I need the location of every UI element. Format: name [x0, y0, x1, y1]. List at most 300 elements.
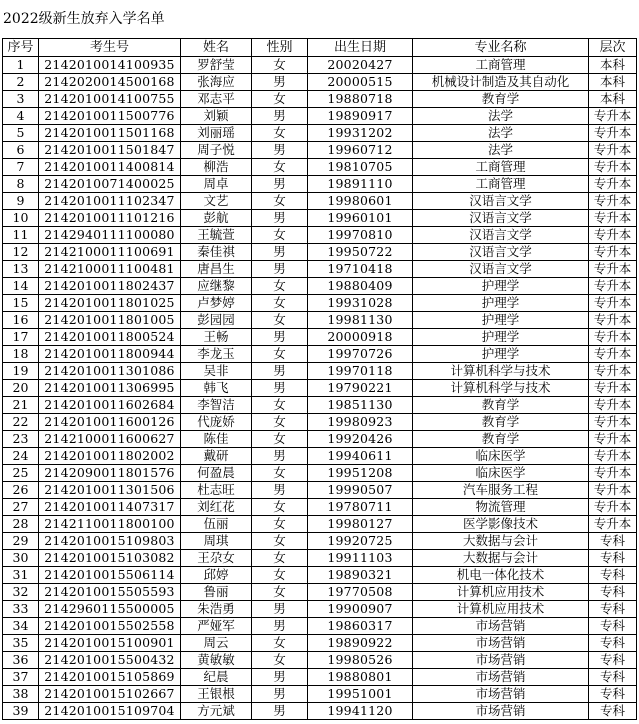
- cell-name[interactable]: 杜志旺: [181, 482, 252, 499]
- cell-birth-date[interactable]: 19931202: [308, 125, 413, 142]
- cell-gender[interactable]: 女: [252, 159, 308, 176]
- cell-name[interactable]: 周卓: [181, 176, 252, 193]
- cell-gender[interactable]: 女: [252, 465, 308, 482]
- cell-birth-date[interactable]: 19880801: [308, 669, 413, 686]
- cell-name[interactable]: 邓志平: [181, 91, 252, 108]
- cell-level[interactable]: 专升本: [589, 482, 637, 499]
- cell-name[interactable]: 秦佳祺: [181, 244, 252, 261]
- table-row: [3, 261, 637, 278]
- table-row: [3, 448, 637, 465]
- cell-exam-id[interactable]: 2142010011600126: [39, 414, 181, 431]
- cell-exam-id[interactable]: 2142010011301086: [39, 363, 181, 380]
- cell-seq[interactable]: 21: [3, 397, 39, 414]
- cell-level[interactable]: 专升本: [589, 142, 637, 159]
- cell-level[interactable]: 专升本: [589, 210, 637, 227]
- cell-level[interactable]: 本科: [589, 57, 637, 74]
- cell-level[interactable]: 专升本: [589, 346, 637, 363]
- cell-name[interactable]: 刘颖: [181, 108, 252, 125]
- cell-birth-date[interactable]: 19980923: [308, 414, 413, 431]
- cell-birth-date[interactable]: 19931028: [308, 295, 413, 312]
- cell-major[interactable]: 汉语言文学: [413, 227, 589, 244]
- cell-name[interactable]: 罗舒莹: [181, 57, 252, 74]
- cell-name[interactable]: 文艺: [181, 193, 252, 210]
- cell-level[interactable]: 专科: [589, 584, 637, 601]
- cell-exam-id[interactable]: 2142010011802437: [39, 278, 181, 295]
- cell-gender[interactable]: 女: [252, 278, 308, 295]
- cell-seq[interactable]: 10: [3, 210, 39, 227]
- roster-body: [3, 57, 637, 720]
- cell-gender[interactable]: 女: [252, 91, 308, 108]
- cell-exam-id[interactable]: 2142010011301506: [39, 482, 181, 499]
- cell-seq[interactable]: 24: [3, 448, 39, 465]
- cell-seq[interactable]: 12: [3, 244, 39, 261]
- cell-major[interactable]: 护理学: [413, 329, 589, 346]
- cell-exam-id[interactable]: 2142010011501168: [39, 125, 181, 142]
- header-birth-date[interactable]: 出生日期: [308, 39, 413, 57]
- cell-major[interactable]: 市场营销: [413, 618, 589, 635]
- cell-gender[interactable]: 女: [252, 499, 308, 516]
- cell-seq[interactable]: 2: [3, 74, 39, 91]
- cell-name[interactable]: 朱浩勇: [181, 601, 252, 618]
- cell-gender[interactable]: 女: [252, 533, 308, 550]
- cell-exam-id[interactable]: 2142010015109704: [39, 703, 181, 720]
- table-row: [3, 550, 637, 567]
- cell-birth-date[interactable]: 19780711: [308, 499, 413, 516]
- table-row: [3, 227, 637, 244]
- cell-gender[interactable]: 男: [252, 142, 308, 159]
- cell-level[interactable]: 专升本: [589, 431, 637, 448]
- cell-exam-id[interactable]: 2142010011801025: [39, 295, 181, 312]
- cell-name[interactable]: 陈佳: [181, 431, 252, 448]
- cell-major[interactable]: 护理学: [413, 312, 589, 329]
- cell-major[interactable]: 医学影像技术: [413, 516, 589, 533]
- cell-name[interactable]: 王毓萱: [181, 227, 252, 244]
- cell-name[interactable]: 何盈晨: [181, 465, 252, 482]
- cell-exam-id[interactable]: 2142010011500776: [39, 108, 181, 125]
- cell-name[interactable]: 李龙玉: [181, 346, 252, 363]
- cell-birth-date[interactable]: 19851130: [308, 397, 413, 414]
- cell-seq[interactable]: 15: [3, 295, 39, 312]
- cell-level[interactable]: 本科: [589, 91, 637, 108]
- cell-seq[interactable]: 26: [3, 482, 39, 499]
- cell-seq[interactable]: 19: [3, 363, 39, 380]
- cell-name[interactable]: 刘红花: [181, 499, 252, 516]
- cell-major[interactable]: 物流管理: [413, 499, 589, 516]
- cell-name[interactable]: 柳浩: [181, 159, 252, 176]
- cell-birth-date[interactable]: 19790221: [308, 380, 413, 397]
- cell-major[interactable]: 工商管理: [413, 176, 589, 193]
- cell-major[interactable]: 计算机科学与技术: [413, 363, 589, 380]
- cell-level[interactable]: 专升本: [589, 516, 637, 533]
- cell-major[interactable]: 护理学: [413, 295, 589, 312]
- cell-name[interactable]: 吴非: [181, 363, 252, 380]
- cell-seq[interactable]: 28: [3, 516, 39, 533]
- cell-major[interactable]: 工商管理: [413, 57, 589, 74]
- cell-birth-date[interactable]: 19920725: [308, 533, 413, 550]
- header-exam-id[interactable]: 考生号: [39, 39, 181, 57]
- cell-exam-id[interactable]: 2142010015500432: [39, 652, 181, 669]
- cell-exam-id[interactable]: 2142100011600627: [39, 431, 181, 448]
- cell-birth-date[interactable]: 19920426: [308, 431, 413, 448]
- cell-gender[interactable]: 男: [252, 669, 308, 686]
- cell-birth-date[interactable]: 19900907: [308, 601, 413, 618]
- cell-seq[interactable]: 17: [3, 329, 39, 346]
- cell-major[interactable]: 护理学: [413, 278, 589, 295]
- cell-gender[interactable]: 男: [252, 380, 308, 397]
- cell-gender[interactable]: 女: [252, 652, 308, 669]
- cell-level[interactable]: 专科: [589, 652, 637, 669]
- cell-major[interactable]: 计算机科学与技术: [413, 380, 589, 397]
- cell-birth-date[interactable]: 20000918: [308, 329, 413, 346]
- cell-birth-date[interactable]: 19950722: [308, 244, 413, 261]
- cell-name[interactable]: 代庞娇: [181, 414, 252, 431]
- cell-name[interactable]: 周云: [181, 635, 252, 652]
- table-row: [3, 125, 637, 142]
- cell-gender[interactable]: 男: [252, 363, 308, 380]
- table-row: [3, 312, 637, 329]
- cell-exam-id[interactable]: 2142010011101216: [39, 210, 181, 227]
- cell-exam-id[interactable]: 2142010011501847: [39, 142, 181, 159]
- cell-seq[interactable]: 38: [3, 686, 39, 703]
- cell-level[interactable]: 专升本: [589, 108, 637, 125]
- cell-birth-date[interactable]: 19710418: [308, 261, 413, 278]
- cell-seq[interactable]: 7: [3, 159, 39, 176]
- cell-major[interactable]: 临床医学: [413, 465, 589, 482]
- cell-seq[interactable]: 6: [3, 142, 39, 159]
- cell-seq[interactable]: 36: [3, 652, 39, 669]
- cell-name[interactable]: 应继黎: [181, 278, 252, 295]
- cell-seq[interactable]: 11: [3, 227, 39, 244]
- cell-birth-date[interactable]: 19951001: [308, 686, 413, 703]
- cell-gender[interactable]: 男: [252, 261, 308, 278]
- cell-seq[interactable]: 23: [3, 431, 39, 448]
- cell-seq[interactable]: 9: [3, 193, 39, 210]
- header-major[interactable]: 专业名称: [413, 39, 589, 57]
- cell-seq[interactable]: 3: [3, 91, 39, 108]
- cell-birth-date[interactable]: 19941120: [308, 703, 413, 720]
- table-row: [3, 346, 637, 363]
- cell-name[interactable]: 王尕女: [181, 550, 252, 567]
- cell-name[interactable]: 戴研: [181, 448, 252, 465]
- cell-seq[interactable]: 14: [3, 278, 39, 295]
- cell-seq[interactable]: 18: [3, 346, 39, 363]
- cell-seq[interactable]: 16: [3, 312, 39, 329]
- cell-major[interactable]: 汉语言文学: [413, 244, 589, 261]
- cell-exam-id[interactable]: 2142010011602684: [39, 397, 181, 414]
- cell-major[interactable]: 临床医学: [413, 448, 589, 465]
- table-row: [3, 329, 637, 346]
- cell-exam-id[interactable]: 2142100011100691: [39, 244, 181, 261]
- cell-gender[interactable]: 女: [252, 584, 308, 601]
- header-seq[interactable]: 序号: [3, 39, 39, 57]
- cell-name[interactable]: 周子悦: [181, 142, 252, 159]
- cell-exam-id[interactable]: 2142010011802002: [39, 448, 181, 465]
- cell-seq[interactable]: 35: [3, 635, 39, 652]
- cell-name[interactable]: 周琪: [181, 533, 252, 550]
- cell-major[interactable]: 工商管理: [413, 159, 589, 176]
- cell-exam-id[interactable]: 2142020014500168: [39, 74, 181, 91]
- cell-level[interactable]: 专科: [589, 669, 637, 686]
- cell-seq[interactable]: 31: [3, 567, 39, 584]
- cell-birth-date[interactable]: 19981130: [308, 312, 413, 329]
- cell-level[interactable]: 专科: [589, 601, 637, 618]
- cell-exam-id[interactable]: 2142010015105869: [39, 669, 181, 686]
- cell-gender[interactable]: 男: [252, 74, 308, 91]
- cell-gender[interactable]: 女: [252, 57, 308, 74]
- cell-exam-id[interactable]: 2142100011100481: [39, 261, 181, 278]
- cell-major[interactable]: 汉语言文学: [413, 261, 589, 278]
- cell-gender[interactable]: 男: [252, 244, 308, 261]
- cell-major[interactable]: 汉语言文学: [413, 193, 589, 210]
- table-row: [3, 686, 637, 703]
- cell-gender[interactable]: 女: [252, 397, 308, 414]
- cell-birth-date[interactable]: 19970726: [308, 346, 413, 363]
- table-row: [3, 363, 637, 380]
- cell-name[interactable]: 纪晨: [181, 669, 252, 686]
- cell-gender[interactable]: 女: [252, 346, 308, 363]
- cell-level[interactable]: 专升本: [589, 397, 637, 414]
- cell-level[interactable]: 专升本: [589, 278, 637, 295]
- cell-gender[interactable]: 女: [252, 125, 308, 142]
- cell-exam-id[interactable]: 2142010011306995: [39, 380, 181, 397]
- cell-level[interactable]: 专升本: [589, 227, 637, 244]
- cell-level[interactable]: 专科: [589, 550, 637, 567]
- cell-exam-id[interactable]: 2142010011102347: [39, 193, 181, 210]
- cell-major[interactable]: 汉语言文学: [413, 210, 589, 227]
- header-level[interactable]: 层次: [589, 39, 637, 57]
- cell-birth-date[interactable]: 19951208: [308, 465, 413, 482]
- cell-exam-id[interactable]: 2142960115500005: [39, 601, 181, 618]
- cell-seq[interactable]: 37: [3, 669, 39, 686]
- table-row: [3, 482, 637, 499]
- table-row: [3, 635, 637, 652]
- cell-level[interactable]: 专升本: [589, 176, 637, 193]
- cell-name[interactable]: 鲁丽: [181, 584, 252, 601]
- cell-exam-id[interactable]: 2142110011800100: [39, 516, 181, 533]
- cell-exam-id[interactable]: 2142010015502558: [39, 618, 181, 635]
- cell-birth-date[interactable]: 19810705: [308, 159, 413, 176]
- cell-birth-date[interactable]: 19911103: [308, 550, 413, 567]
- cell-exam-id[interactable]: 2142010014100935: [39, 57, 181, 74]
- cell-name[interactable]: 伍丽: [181, 516, 252, 533]
- cell-seq[interactable]: 33: [3, 601, 39, 618]
- cell-gender[interactable]: 男: [252, 210, 308, 227]
- header-name[interactable]: 姓名: [181, 39, 252, 57]
- cell-birth-date[interactable]: 19960101: [308, 210, 413, 227]
- cell-seq[interactable]: 5: [3, 125, 39, 142]
- table-row: [3, 210, 637, 227]
- cell-gender[interactable]: 男: [252, 686, 308, 703]
- cell-exam-id[interactable]: 2142010011801005: [39, 312, 181, 329]
- cell-major[interactable]: 法学: [413, 142, 589, 159]
- cell-level[interactable]: 专升本: [589, 159, 637, 176]
- cell-level[interactable]: 专科: [589, 635, 637, 652]
- cell-level[interactable]: 专升本: [589, 465, 637, 482]
- cell-gender[interactable]: 男: [252, 703, 308, 720]
- cell-exam-id[interactable]: 2142010011407317: [39, 499, 181, 516]
- cell-name[interactable]: 王银根: [181, 686, 252, 703]
- cell-seq[interactable]: 32: [3, 584, 39, 601]
- cell-exam-id[interactable]: 2142010015102667: [39, 686, 181, 703]
- cell-level[interactable]: 专升本: [589, 244, 637, 261]
- cell-level[interactable]: 专升本: [589, 380, 637, 397]
- cell-name[interactable]: 王畅: [181, 329, 252, 346]
- cell-level[interactable]: 专升本: [589, 448, 637, 465]
- cell-birth-date[interactable]: 19940611: [308, 448, 413, 465]
- cell-exam-id[interactable]: 2142010015506114: [39, 567, 181, 584]
- cell-level[interactable]: 专科: [589, 686, 637, 703]
- cell-gender[interactable]: 男: [252, 448, 308, 465]
- cell-gender[interactable]: 男: [252, 618, 308, 635]
- cell-name[interactable]: 严娅军: [181, 618, 252, 635]
- cell-exam-id[interactable]: 2142010011400814: [39, 159, 181, 176]
- cell-name[interactable]: 刘丽瑶: [181, 125, 252, 142]
- cell-exam-id[interactable]: 2142010015103082: [39, 550, 181, 567]
- cell-name[interactable]: 卢梦婷: [181, 295, 252, 312]
- cell-name[interactable]: 黄敏敏: [181, 652, 252, 669]
- cell-major[interactable]: 机电一体化技术: [413, 567, 589, 584]
- cell-level[interactable]: 专升本: [589, 414, 637, 431]
- table-row: [3, 431, 637, 448]
- cell-birth-date[interactable]: 20020427: [308, 57, 413, 74]
- cell-major[interactable]: 汽车服务工程: [413, 482, 589, 499]
- cell-level[interactable]: 专升本: [589, 261, 637, 278]
- cell-gender[interactable]: 女: [252, 516, 308, 533]
- cell-name[interactable]: 邱婷: [181, 567, 252, 584]
- table-row: [3, 567, 637, 584]
- cell-level[interactable]: 专升本: [589, 125, 637, 142]
- cell-gender[interactable]: 女: [252, 567, 308, 584]
- cell-gender[interactable]: 男: [252, 329, 308, 346]
- cell-exam-id[interactable]: 2142010015100901: [39, 635, 181, 652]
- table-row: [3, 618, 637, 635]
- cell-level[interactable]: 专升本: [589, 499, 637, 516]
- cell-birth-date[interactable]: 19890922: [308, 635, 413, 652]
- cell-seq[interactable]: 39: [3, 703, 39, 720]
- cell-gender[interactable]: 男: [252, 601, 308, 618]
- cell-major[interactable]: 计算机应用技术: [413, 601, 589, 618]
- cell-birth-date[interactable]: 19880718: [308, 91, 413, 108]
- cell-name[interactable]: 彭园园: [181, 312, 252, 329]
- cell-birth-date[interactable]: 19970118: [308, 363, 413, 380]
- cell-level[interactable]: 本科: [589, 74, 637, 91]
- cell-exam-id[interactable]: 2142010015505593: [39, 584, 181, 601]
- cell-seq[interactable]: 30: [3, 550, 39, 567]
- cell-major[interactable]: 教育学: [413, 91, 589, 108]
- cell-name[interactable]: 彭航: [181, 210, 252, 227]
- cell-exam-id[interactable]: 2142010014100755: [39, 91, 181, 108]
- cell-exam-id[interactable]: 2142010071400025: [39, 176, 181, 193]
- cell-birth-date[interactable]: 19891110: [308, 176, 413, 193]
- cell-birth-date[interactable]: 19890321: [308, 567, 413, 584]
- cell-birth-date[interactable]: 19980601: [308, 193, 413, 210]
- cell-major[interactable]: 教育学: [413, 397, 589, 414]
- cell-seq[interactable]: 25: [3, 465, 39, 482]
- cell-birth-date[interactable]: 19770508: [308, 584, 413, 601]
- cell-birth-date[interactable]: 19880409: [308, 278, 413, 295]
- cell-major[interactable]: 机械设计制造及其自动化: [413, 74, 589, 91]
- cell-exam-id[interactable]: 2142940111100080: [39, 227, 181, 244]
- cell-exam-id[interactable]: 2142090011801576: [39, 465, 181, 482]
- cell-major[interactable]: 市场营销: [413, 669, 589, 686]
- cell-major[interactable]: 市场营销: [413, 703, 589, 720]
- cell-seq[interactable]: 27: [3, 499, 39, 516]
- cell-gender[interactable]: 女: [252, 414, 308, 431]
- table-row: [3, 703, 637, 720]
- cell-birth-date[interactable]: 19980127: [308, 516, 413, 533]
- cell-seq[interactable]: 29: [3, 533, 39, 550]
- cell-name[interactable]: 李智洁: [181, 397, 252, 414]
- cell-level[interactable]: 专科: [589, 703, 637, 720]
- cell-level[interactable]: 专科: [589, 533, 637, 550]
- cell-major[interactable]: 计算机应用技术: [413, 584, 589, 601]
- cell-exam-id[interactable]: 2142010011800524: [39, 329, 181, 346]
- cell-birth-date[interactable]: 19960712: [308, 142, 413, 159]
- cell-gender[interactable]: 女: [252, 193, 308, 210]
- cell-gender[interactable]: 男: [252, 176, 308, 193]
- cell-gender[interactable]: 女: [252, 635, 308, 652]
- table-row: [3, 193, 637, 210]
- cell-birth-date[interactable]: 19990507: [308, 482, 413, 499]
- cell-major[interactable]: 大数据与会计: [413, 550, 589, 567]
- cell-major[interactable]: 市场营销: [413, 635, 589, 652]
- cell-seq[interactable]: 1: [3, 57, 39, 74]
- cell-level[interactable]: 专升本: [589, 295, 637, 312]
- table-row: [3, 57, 637, 74]
- cell-seq[interactable]: 34: [3, 618, 39, 635]
- cell-seq[interactable]: 4: [3, 108, 39, 125]
- cell-gender[interactable]: 女: [252, 295, 308, 312]
- cell-birth-date[interactable]: 19970810: [308, 227, 413, 244]
- cell-major[interactable]: 市场营销: [413, 652, 589, 669]
- cell-major[interactable]: 法学: [413, 108, 589, 125]
- cell-gender[interactable]: 男: [252, 108, 308, 125]
- cell-seq[interactable]: 22: [3, 414, 39, 431]
- cell-seq[interactable]: 13: [3, 261, 39, 278]
- header-gender[interactable]: 性别: [252, 39, 308, 57]
- cell-gender[interactable]: 女: [252, 227, 308, 244]
- cell-major[interactable]: 教育学: [413, 431, 589, 448]
- cell-seq[interactable]: 8: [3, 176, 39, 193]
- cell-exam-id[interactable]: 2142010011800944: [39, 346, 181, 363]
- cell-level[interactable]: 专科: [589, 567, 637, 584]
- cell-birth-date[interactable]: 19890917: [308, 108, 413, 125]
- cell-level[interactable]: 专科: [589, 618, 637, 635]
- cell-major[interactable]: 护理学: [413, 346, 589, 363]
- cell-gender[interactable]: 女: [252, 312, 308, 329]
- cell-name[interactable]: 韩飞: [181, 380, 252, 397]
- cell-name[interactable]: 方元斌: [181, 703, 252, 720]
- cell-level[interactable]: 专升本: [589, 312, 637, 329]
- cell-birth-date[interactable]: 20000515: [308, 74, 413, 91]
- cell-major[interactable]: 市场营销: [413, 686, 589, 703]
- cell-major[interactable]: 大数据与会计: [413, 533, 589, 550]
- cell-name[interactable]: 张海应: [181, 74, 252, 91]
- cell-birth-date[interactable]: 19980526: [308, 652, 413, 669]
- cell-major[interactable]: 法学: [413, 125, 589, 142]
- cell-level[interactable]: 专升本: [589, 329, 637, 346]
- cell-birth-date[interactable]: 19860317: [308, 618, 413, 635]
- cell-gender[interactable]: 女: [252, 550, 308, 567]
- cell-gender[interactable]: 女: [252, 431, 308, 448]
- cell-seq[interactable]: 20: [3, 380, 39, 397]
- cell-name[interactable]: 唐昌生: [181, 261, 252, 278]
- cell-exam-id[interactable]: 2142010015109803: [39, 533, 181, 550]
- cell-major[interactable]: 教育学: [413, 414, 589, 431]
- cell-level[interactable]: 专升本: [589, 363, 637, 380]
- cell-gender[interactable]: 男: [252, 482, 308, 499]
- cell-level[interactable]: 专升本: [589, 193, 637, 210]
